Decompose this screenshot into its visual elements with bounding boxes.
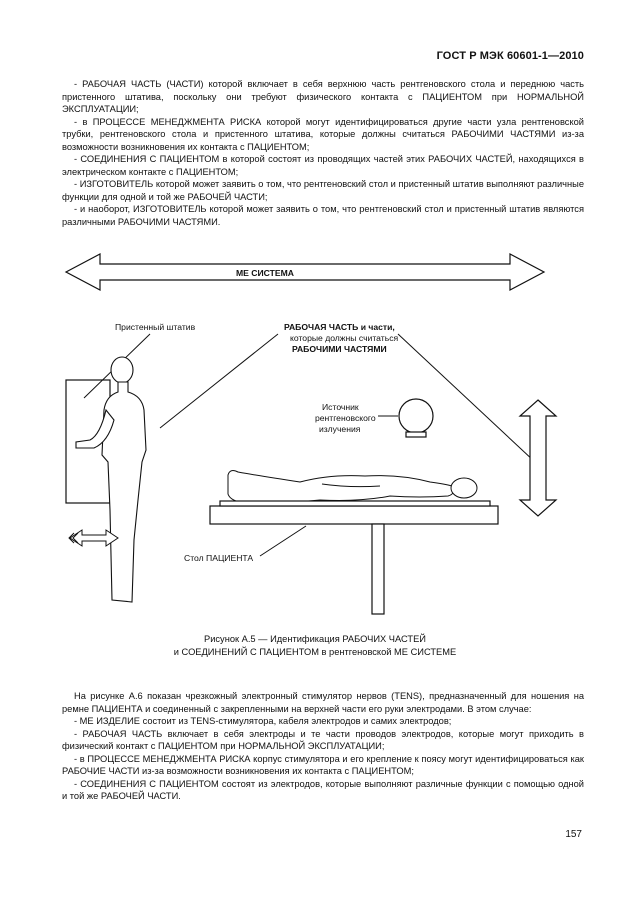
xray-system-figure <box>60 250 570 615</box>
xray-source <box>399 399 433 437</box>
text-block-bottom <box>62 690 584 803</box>
applied-part-label-3: РАБОЧИМИ ЧАСТЯМИ <box>292 344 387 354</box>
paragraph: - и наоборот, ИЗГОТОВИТЕЛЬ которой может заявить о том, что рентгеновский стол и пристенный штатив являются различными РАБОЧИМИ ЧАСТЯМИ. <box>62 204 584 227</box>
table-leader <box>260 526 306 556</box>
me-system-label: МЕ СИСТЕМА <box>236 268 294 278</box>
lying-patient <box>228 471 477 503</box>
source-label-2: рентгеновского <box>315 413 376 423</box>
paragraph: - РАБОЧАЯ ЧАСТЬ включает в себя электроды и те части проводов электродов, которые могут приходить в физический контакт с ПАЦИЕНТОМ при НОРМАЛЬНОЙ ЭКСПЛУАТАЦИИ; <box>62 728 584 751</box>
paragraph: - ИЗГОТОВИТЕЛЬ которой может заявить о том, что рентгеновский стол и пристенный штатив выполняют различные функции для одной и той же РАБОЧЕЙ ЧАСТИ; <box>62 179 584 202</box>
document-header: ГОСТ Р МЭК 60601-1—2010 <box>436 50 584 62</box>
figure-caption <box>0 633 630 658</box>
paragraph: - РАБОЧАЯ ЧАСТЬ (ЧАСТИ) которой включает в себя верхнюю часть рентгеновского стола и переднюю часть пристенного штатива, поскольку они требуют физического контакта с ПАЦИЕНТОМ при НОРМАЛЬНОЙ ЭКСПЛУАТАЦИИ; <box>62 79 584 114</box>
paragraph: - СОЕДИНЕНИЯ С ПАЦИЕНТОМ в которой состоят из проводящих частей этих РАБОЧИХ ЧАСТЕЙ, находящихся в электрическом контакте с ПАЦИЕНТОМ; <box>62 154 584 177</box>
applied-part-leader-left <box>160 334 278 428</box>
source-label-1: Источник <box>322 402 359 412</box>
paragraph: - в ПРОЦЕССЕ МЕНЕДЖМЕНТА РИСКА которой могут идентифицироваться другие части узла рентгеновской трубки, рентгеновского стола и пристенного штатива, которые должны считаться РАБОЧИМИ ЧАСТЯМИ из-за возможности возникновения их контакта с ПАЦИЕНТОМ; <box>62 116 584 152</box>
table-label: Стол ПАЦИЕНТА <box>184 553 254 563</box>
paragraph: - СОЕДИНЕНИЯ С ПАЦИЕНТОМ состоят из электродов, которые выполняют различные функции с помощью одной и той же РАБОЧЕЙ ЧАСТИ. <box>62 778 584 801</box>
paragraph: - в ПРОЦЕССЕ МЕНЕДЖМЕНТА РИСКА корпус стимулятора и его крепление к поясу могут идентифицироваться как РАБОЧИЕ ЧАСТИ из-за возможности возникновения их контакта с ПАЦИЕНТОМ; <box>62 753 584 776</box>
applied-part-label-1: РАБОЧАЯ ЧАСТЬ и части, <box>284 322 395 332</box>
caption-line-1: Рисунок А.5 — Идентификация РАБОЧИХ ЧАСТЕЙ <box>204 634 426 644</box>
caption-line-2: и СОЕДИНЕНИЙ С ПАЦИЕНТОМ в рентгеновской МЕ СИСТЕМЕ <box>173 646 457 657</box>
wall-stand-label: Пристенный штатив <box>115 322 196 332</box>
patient-table <box>210 501 498 614</box>
applied-part-label-2: которые должны считаться <box>290 333 399 343</box>
me-system-double-arrow <box>66 254 544 290</box>
paragraph: - МЕ ИЗДЕЛИЕ состоит из TENS-стимулятора, кабеля электродов и самих электродов; <box>74 716 452 726</box>
vertical-double-arrow <box>520 400 556 516</box>
source-label-3: излучения <box>319 424 361 434</box>
applied-part-leader-right <box>398 334 535 462</box>
page-number: 157 <box>565 829 582 840</box>
text-block-top <box>62 78 584 228</box>
paragraph: На рисунке А.6 показан чрезкожный электронный стимулятор нервов (TENS), предназначенный для ношения на ремне ПАЦИЕНТА и соединенный с закрепленными на верхней части его руки электродами. В этом случае: <box>62 691 584 714</box>
